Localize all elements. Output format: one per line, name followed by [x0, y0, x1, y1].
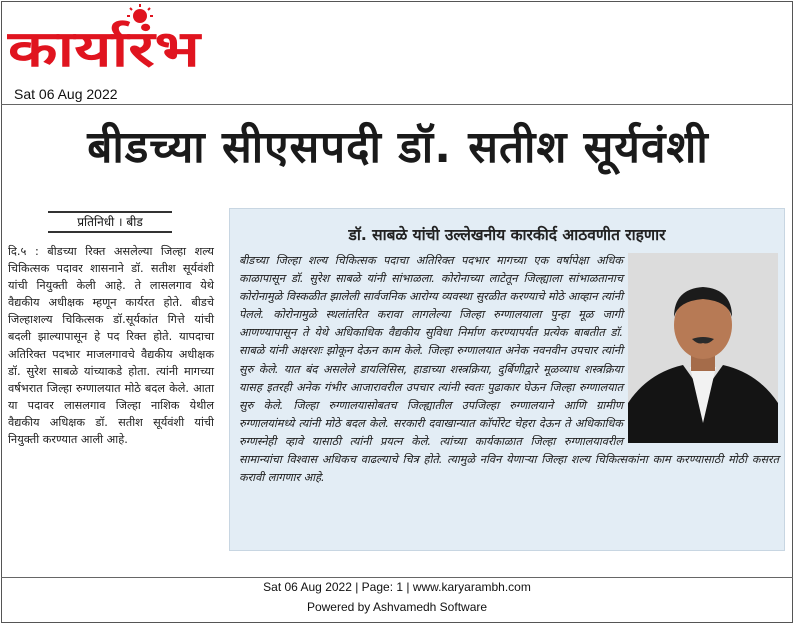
karyarambh-logo: [6, 2, 206, 84]
logo-text: कार्यारंभ: [6, 20, 203, 78]
publication-date: Sat 06 Aug 2022: [14, 86, 118, 102]
article-body-left: दि.५ : बीडच्या रिक्त असलेल्या जिल्हा शल्य चिकित्सक पदावर शासनाने डॉ. सतीश सूर्यवंशी यांची नियुक्ती केली आहे. ते लासलगाव येथे वैद्यकीय अधीक्षक म्हणून कार्यरत होते. बीडचे जिल्हाशल्य चिकित्सक डॉ.सूर्यकांत गित्ते यांची बदली झाल्यापासून हे पद रिक्त होते. यापदाचा अतिरिक्त पदभार माजलगावचे वैद्यकीय अधीक्षक डॉ. सुरेश साबळे यांच्याकडे होता. त्यांनी मागच्या वर्षभरात जिल्हा रुग्णालयात मोठे बदल केले. आता या पदावर लासलगाव जिल्हा नाशिक येथील वैद्यकीय अधिक्षक डॉ. सतीश सूर्यवंशी यांची नियुक्ती करण्यात आली आहे.: [8, 245, 214, 447]
sub-headline: डॉ. साबळे यांची उल्लेखनीय कारकीर्द आठवणीत राहणार: [348, 226, 666, 244]
footer-info: Sat 06 Aug 2022 | Page: 1 | www.karyarambh.com: [263, 580, 531, 594]
footer-credit: Powered by Ashvamedh Software: [306, 600, 488, 614]
headline: बीडच्या सीएसपदी डॉ. सतीश सूर्यवंशी: [87, 122, 709, 173]
article-body-box: [239, 252, 779, 487]
top-divider: [1, 104, 793, 105]
box-body-text: बीडच्या जिल्हा शल्य चिकित्सक पदाचा अतिरिक्त पदभार मागच्या एक वर्षापेक्षा अधिक काळापासून डॉ. सुरेश साबळे यांनी सांभाळला. कोरोनाच्या लाटेतून जिल्ह्याला सांभाळतानाच कोरोनामुळे विस्कळीत झालेली सार्वजनिक आरोग्य व्यवस्था सुरळीत करण्याचे मोठे आव्हान त्यांनी पेलले. कोरोनामुळे स्थलांतरित करावा लागलेल्या जिल्हा रुग्णालयाला पुन्हा मूळ जागी आणण्यापासून ते येथे अधिकाधिक वैद्यकीय सुविधा निर्माण करण्यापर्यंत प्रत्येक बाबतीत डॉ. साबळे यांनी अक्षरशः झोकून देऊन काम केले. जिल्हा रुग्णालयात अनेक नवनवीन उपचार त्यांनी सुरु केले. यात बंद असलेले डायलिसिस, हाडाच्या शस्त्रक्रिया, दुर्बिणीद्वारे मूळव्याध शस्त्रक्रिया यासह इतरही अनेक गंभीर आजारावरील उपचार त्यांनी स्वतः पुढाकार घेऊन जिल्हा रुग्णालयात सुरु केले. जिल्हा रुग्णालयासोबतच जिल्ह्यातील उपजिल्हा रुग्णालयाने आणि ग्रामीण रुग्णालयांमध्ये त्यांनी मोठे बदल केले. सरकारी दवाखान्यात कॉर्पोरेट चेहरा देऊन ते अधिकाधिक रुग्णस्नेही व्हावे यासाठी त्यांनी प्रयत्न केले. त्यांच्या कार्यकाळात जिल्हा रुग्णालयावरील सामान्यांचा विश्वास अधिकच वाढल्याचे चित्र होते. त्यामुळे नविन येणाऱ्या जिल्हा शल्य चिकित्सकांना काम करण्यासाठी मोठी कसरत करावी लागणार आहे.: [239, 254, 779, 485]
byline: प्रतिनिधी । बीड: [48, 211, 172, 233]
photo-spacer: [623, 252, 779, 444]
highlight-box: [229, 208, 785, 551]
bottom-divider: [1, 577, 793, 578]
